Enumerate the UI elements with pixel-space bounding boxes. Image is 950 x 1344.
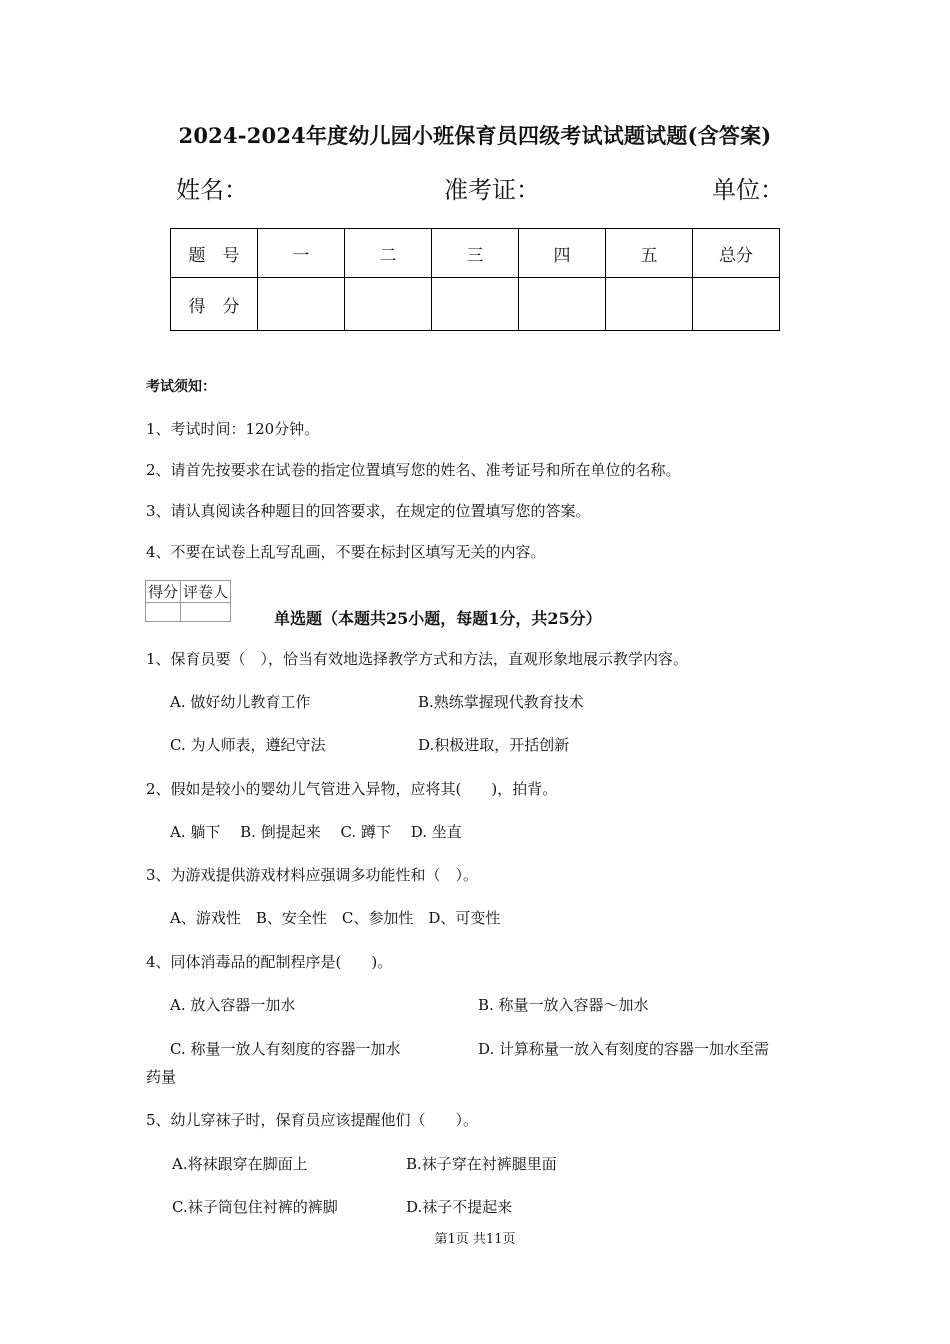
score-table-header-cell: 一 [258,229,345,278]
score-row-label: 得 分 [171,278,258,331]
section-title: 单选题（本题共25小题，每题1分，共25分） [274,609,602,628]
score-cell[interactable] [432,278,519,331]
notice-item: 3、请认真阅读各种题目的回答要求，在规定的位置填写您的答案。 [146,502,591,520]
question-3-text: 3、为游戏提供游戏材料应强调多功能性和（ ）。 [146,866,479,884]
grader-box [145,580,231,622]
notice-heading: 考试须知： [146,379,216,395]
question-5-option-d: D.袜子不提起来 [406,1198,513,1216]
question-4-option-c: C. 称量一放人有刻度的容器一加水 [170,1040,401,1058]
question-2-options: A. 躺下 B. 倒提起来 C. 蹲下 D. 坐直 [170,823,462,841]
score-cell[interactable] [693,278,780,331]
question-5-option-a: A.将袜跟穿在脚面上 [172,1155,308,1173]
page-footer: 第1页 共11页 [434,1232,516,1247]
notice-item: 2、请首先按要求在试卷的指定位置填写您的姓名、准考证号和所在单位的名称。 [146,461,681,479]
question-4-option-b: B. 称量一放入容器～加水 [478,996,649,1014]
grader-name-cell[interactable] [181,603,231,622]
question-5-text: 5、幼儿穿袜子时，保育员应该提醒他们（ ）。 [146,1111,479,1129]
score-table-header-cell: 四 [519,229,606,278]
score-table-header-cell: 三 [432,229,519,278]
grader-score-label: 得分 [146,581,181,603]
score-cell[interactable] [258,278,345,331]
question-2-text: 2、假如是较小的婴幼儿气管进入异物，应将其( )，拍背。 [146,780,558,798]
question-5-option-b: B.袜子穿在衬裤腿里面 [406,1155,557,1173]
score-table-score-row [171,278,780,331]
question-4-option-a: A. 放入容器一加水 [170,996,296,1014]
notice-item: 4、不要在试卷上乱写乱画，不要在标封区填写无关的内容。 [146,543,546,561]
name-field-label: 姓名： [176,176,248,204]
question-1-text: 1、保育员要（ ），恰当有效地选择教学方式和方法，直观形象地展示教学内容。 [146,650,689,668]
score-table [170,228,780,331]
question-1-option-c: C. 为人师表，遵纪守法 [170,736,326,754]
grader-name-label: 评卷人 [181,581,231,603]
score-table-header-cell: 题 号 [171,229,258,278]
score-table-header-cell: 二 [345,229,432,278]
notice-item: 1、考试时间：120分钟。 [146,420,320,438]
question-5-option-c: C.袜子筒包住衬裤的裤脚 [172,1198,338,1216]
question-4-option-d-continued: 药量 [146,1068,177,1086]
score-table-header-row [171,229,780,278]
grader-score-cell[interactable] [146,603,181,622]
score-table-header-cell: 五 [606,229,693,278]
exam-id-field-label: 准考证： [444,176,540,204]
question-4-option-d: D. 计算称量一放入有刻度的容器一加水至需 [478,1040,770,1058]
score-table-header-cell: 总分 [693,229,780,278]
page-title: 2024-2024年度幼儿园小班保育员四级考试试题试题(含答案) [178,123,772,148]
question-4-text: 4、同体消毒品的配制程序是( )。 [146,953,393,971]
score-cell[interactable] [345,278,432,331]
score-cell[interactable] [606,278,693,331]
score-cell[interactable] [519,278,606,331]
question-3-options: A、游戏性 B、安全性 C、参加性 D、可变性 [170,909,501,927]
unit-field-label: 单位： [712,176,784,204]
question-1-option-a: A. 做好幼儿教育工作 [170,693,311,711]
question-1-option-b: B.熟练掌握现代教育技术 [418,693,584,711]
question-1-option-d: D.积极进取，开括创新 [418,736,570,754]
